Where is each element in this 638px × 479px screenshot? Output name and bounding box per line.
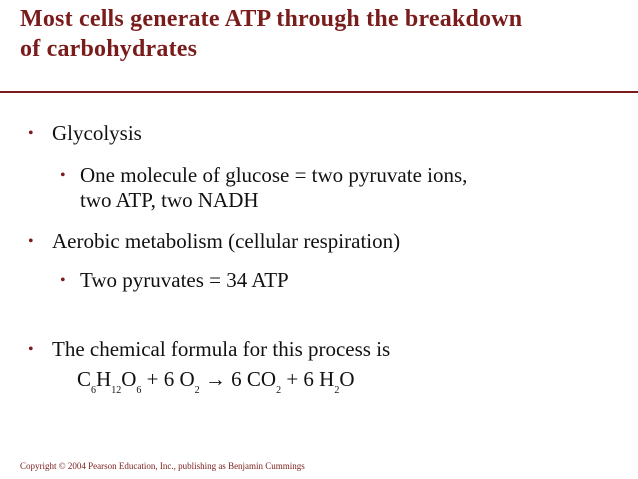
- bullet-dot-icon: •: [28, 125, 34, 142]
- bullet-dot-icon: •: [60, 272, 66, 289]
- bullet-dot-icon: •: [60, 167, 66, 184]
- title-line-2: of carbohydrates: [20, 36, 198, 62]
- title-line-1: Most cells generate ATP through the breakdown: [20, 6, 523, 32]
- bullet-text: Aerobic metabolism (cellular respiration): [52, 229, 401, 253]
- bullet-dot-icon: •: [28, 233, 34, 250]
- bullet-text: Glycolysis: [52, 121, 142, 145]
- bullet-text: Two pyruvates = 34 ATP: [80, 268, 289, 292]
- copyright-footer: Copyright © 2004 Pearson Education, Inc., publishing as Benjamin Cummings: [20, 461, 305, 471]
- chemical-formula: $C_6H_{12}O_6 + 6$ $O_2 \to 6$ $CO_2 + 6$ $H_2O$: [77, 367, 355, 396]
- bullet-text-line-1: One molecule of glucose = two pyruvate ions,: [80, 163, 468, 187]
- slide-title: [20, 4, 620, 64]
- bullet-text-line-2: two ATP, two NADH: [80, 188, 259, 212]
- title-divider: [0, 91, 638, 93]
- bullet-text: The chemical formula for this process is: [52, 337, 391, 361]
- bullet-dot-icon: •: [28, 341, 34, 358]
